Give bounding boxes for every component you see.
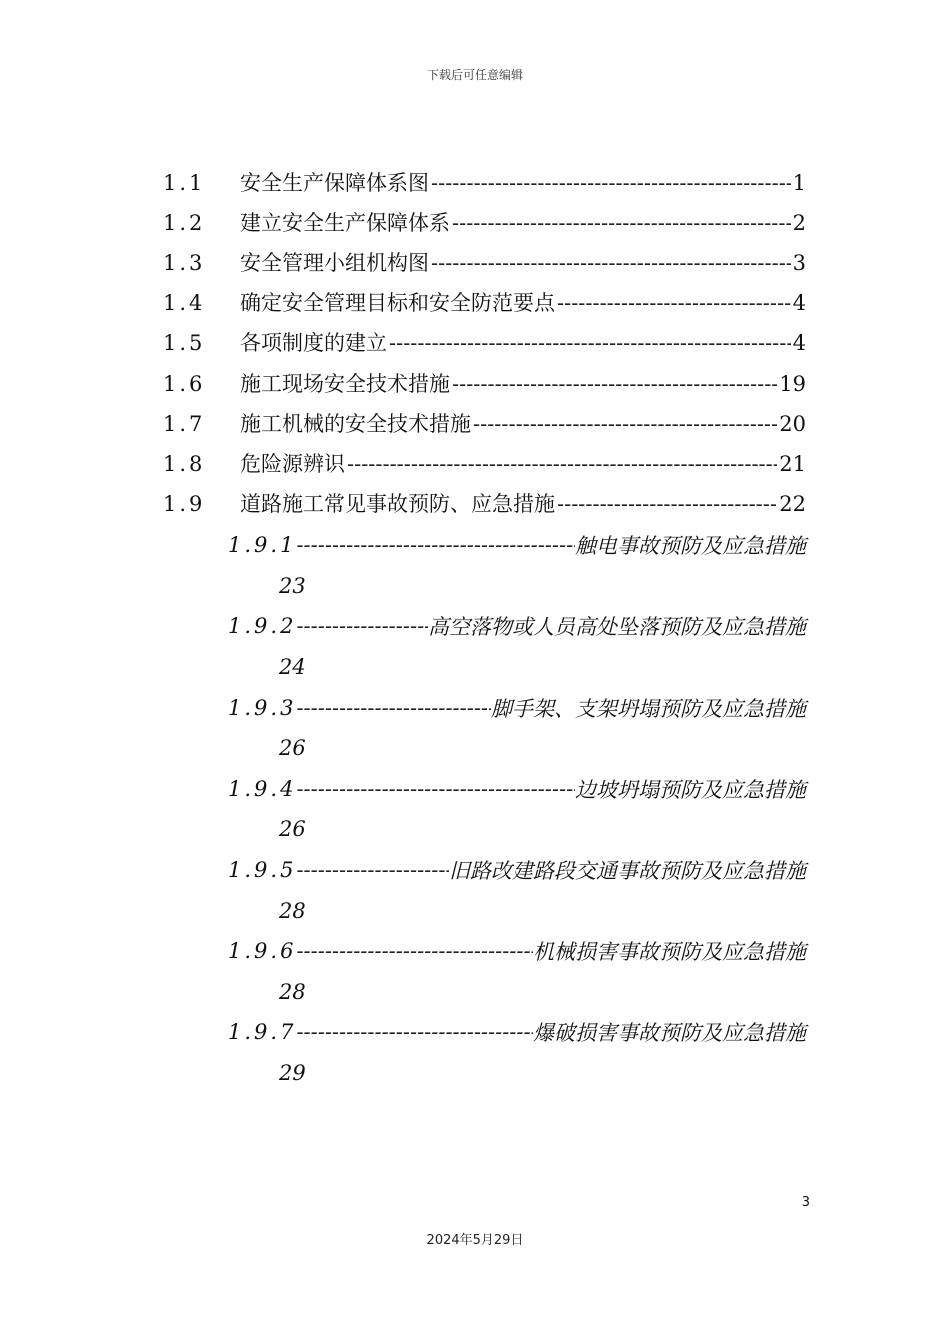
toc-entry-page: 19 [779,371,806,396]
toc-entry[interactable] [163,485,806,525]
toc-entry[interactable] [163,324,806,364]
toc-entry[interactable] [163,444,806,484]
toc-entry[interactable] [163,163,806,203]
subtoc-entry-page: 24 [279,655,306,680]
subtoc-entry[interactable] [228,769,806,810]
toc-entry[interactable] [163,284,806,324]
toc-entry[interactable] [163,203,806,243]
subtoc-entry-title: 边坡坍塌预防及应急措施 [575,777,806,802]
subtoc-entry-number: 1.9.3 [228,695,297,720]
dot-leader [389,333,791,354]
toc-entry-page: 21 [779,451,806,476]
toc-entry-title: 施工机械的安全技术措施 [240,411,471,436]
toc-entry-number: 1.7 [163,411,206,436]
toc-entry-page: 20 [779,411,806,436]
subtoc-entry-title: 爆破损害事故预防及应急措施 [533,1021,806,1046]
subtoc-entry-number: 1.9.1 [228,533,297,558]
dot-leader [431,173,791,194]
toc-entry-page: 22 [779,492,806,517]
toc-entry-page: 3 [792,250,806,275]
dot-leader [452,374,777,395]
page-number: 3 [801,1195,810,1210]
toc-entry-title: 施工现场安全技术措施 [240,371,450,396]
header-note: 下载后可任意编辑 [426,68,523,82]
subtoc-entry-page: 28 [279,898,306,923]
toc-entry-title: 建立安全生产保障体系 [240,210,450,235]
toc-entry-number: 1.9 [163,492,206,517]
dot-leader [557,494,777,515]
subtoc-entry-title: 旧路改建路段交通事故预防及应急措施 [449,859,806,884]
subtoc-entry-number: 1.9.6 [228,939,297,964]
subtoc-entry[interactable] [228,606,806,647]
toc-entry-title: 确定安全管理目标和安全防范要点 [240,291,555,316]
sub-table-of-contents [228,525,806,1093]
dot-leader [473,414,777,435]
toc-entry[interactable] [163,364,806,404]
subtoc-entry-title: 高空落物或人员高处坠落预防及应急措施 [428,615,806,640]
subtoc-entry-page: 26 [279,736,306,761]
dot-leader [431,253,791,274]
toc-entry-number: 1.8 [163,451,206,476]
subtoc-entry-page: 28 [279,979,306,1004]
subtoc-entry-title: 触电事故预防及应急措施 [575,534,806,559]
dot-leader [452,213,791,234]
subtoc-entry-number: 1.9.5 [228,858,297,883]
toc-entry-number: 1.4 [163,291,206,316]
toc-entry-page: 1 [792,170,806,195]
toc-entry-title: 危险源辨识 [240,451,345,476]
dot-leader [296,939,533,963]
subtoc-entry-number: 1.9.4 [228,776,297,801]
toc-entry-title: 道路施工常见事故预防、应急措施 [240,492,555,517]
dot-leader [557,293,791,314]
dot-leader [296,614,428,638]
subtoc-entry[interactable] [228,1012,806,1053]
footer-date: 2024年5月29日 [426,1233,524,1248]
toc-entry-number: 1.1 [163,170,206,195]
toc-entry-title: 安全生产保障体系图 [240,170,429,195]
toc-entry-title: 各项制度的建立 [240,331,387,356]
subtoc-entry-page: 23 [279,573,306,598]
dot-leader [296,1020,533,1044]
subtoc-entry-title: 机械损害事故预防及应急措施 [533,940,806,965]
dot-leader [296,777,575,801]
subtoc-entry-page: 29 [279,1061,306,1086]
dot-leader [296,858,449,882]
toc-entry[interactable] [163,243,806,283]
table-of-contents [163,163,806,525]
toc-entry-page: 4 [792,331,806,356]
toc-entry-page: 2 [792,210,806,235]
subtoc-entry-title: 脚手架、支架坍塌预防及应急措施 [491,696,806,721]
subtoc-entry[interactable] [228,687,806,728]
subtoc-entry-page: 26 [279,817,306,842]
toc-entry-title: 安全管理小组机构图 [240,250,429,275]
toc-entry[interactable] [163,404,806,444]
subtoc-entry[interactable] [228,931,806,972]
dot-leader [347,454,777,475]
subtoc-entry[interactable] [228,850,806,891]
toc-entry-number: 1.3 [163,250,206,275]
toc-entry-number: 1.5 [163,331,206,356]
toc-entry-number: 1.2 [163,210,206,235]
dot-leader [296,696,491,720]
subtoc-entry-number: 1.9.2 [228,614,297,639]
toc-entry-page: 4 [792,291,806,316]
toc-entry-number: 1.6 [163,371,206,396]
subtoc-entry-number: 1.9.7 [228,1020,297,1045]
subtoc-entry[interactable] [228,525,806,566]
dot-leader [296,533,575,557]
